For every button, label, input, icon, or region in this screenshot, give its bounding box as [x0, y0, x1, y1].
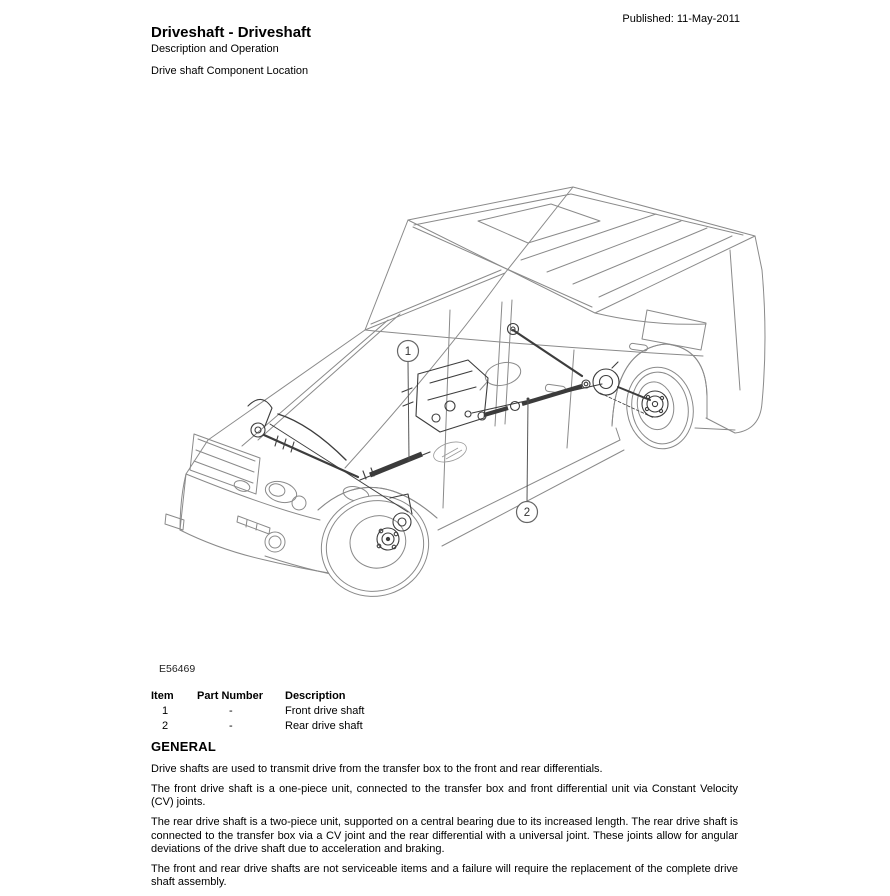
paragraph: The front drive shaft is a one-piece unit, connected to the transfer box and front differential unit via Constant Velocity (CV) joints.: [151, 782, 738, 809]
callout-2: [517, 398, 538, 523]
callout-2-number: 2: [523, 507, 531, 519]
front-wheel: [308, 482, 442, 610]
fender-vent: [431, 438, 469, 466]
component-location-figure: [150, 178, 770, 663]
section-label: Drive shaft Component Location: [151, 65, 309, 77]
paragraph: Drive shafts are used to transmit drive from the transfer box to the front and rear differentials.: [151, 763, 603, 775]
row2-item: 2: [162, 720, 169, 732]
row1-part-number: -: [229, 705, 233, 717]
paragraph: The front and rear drive shafts are not serviceable items and a failure will require the replacement of the complete drive shaft assembly.: [151, 862, 738, 889]
col-header-item: Item: [151, 690, 174, 702]
paragraph: The rear drive shaft is a two-piece unit, supported on a central bearing due to its increased length. The rear drive shaft is connected to the transfer box via a CV joint and the rear differential with a universal joint. These joints allow for angular deviations of the drive shaft due to acceleration and braking.: [151, 816, 738, 856]
table-row: [151, 719, 525, 734]
col-header-part-number: Part Number: [197, 690, 264, 702]
figure-code: E56469: [159, 663, 196, 675]
table-row: [151, 704, 525, 719]
rear-wheel: [612, 344, 707, 454]
drivetrain-assembly: [248, 324, 654, 532]
parts-table-header: [151, 689, 525, 704]
vehicle-illustration: [150, 178, 770, 663]
rear-drive-shaft: [478, 380, 590, 420]
col-header-description: Description: [285, 690, 346, 702]
row1-item: 1: [162, 705, 169, 717]
row1-description: Front drive shaft: [285, 705, 365, 717]
row2-description: Rear drive shaft: [285, 720, 363, 732]
published-date: Published: 11-May-2011: [622, 13, 740, 25]
row2-part-number: -: [229, 720, 233, 732]
callout-1: [398, 341, 419, 462]
page-title: Driveshaft - Driveshaft: [151, 24, 312, 41]
callout-1-number: 1: [404, 346, 412, 358]
page-subtitle: Description and Operation: [151, 43, 279, 55]
front-drive-shaft: [370, 454, 422, 475]
general-heading: GENERAL: [151, 739, 216, 754]
parts-table: [151, 689, 525, 734]
general-body: [151, 763, 738, 896]
transfer-box-group: [402, 360, 488, 432]
rear-suspension-arm: [508, 324, 583, 377]
